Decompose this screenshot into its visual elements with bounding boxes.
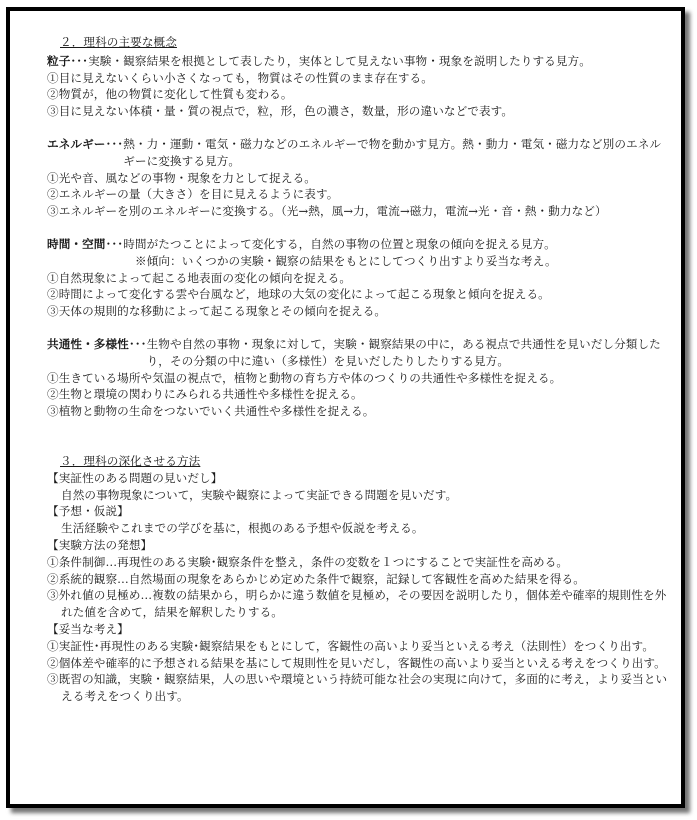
list-item: ②生物と環境の関わりにみられる共通性や多様性を捉える。: [47, 387, 363, 402]
list-item: ③エネルギーを別のエネルギーに変換する。（光→熱，風→力，電流→磁力，電流→光・音・熱・動力など）: [47, 204, 607, 219]
section-heading: ２．理科の主要な概念: [60, 35, 177, 49]
section-heading: ３．理科の深化させる方法: [60, 453, 201, 468]
list-item: ②系統的観察…自然場面の現象をあらかじめ定めた条件で観察，記録して客観性を高めた結果を得る。: [47, 571, 585, 586]
list-item: ①条件制御…再現性のある実験･観察条件を整え，条件の変数を１つにすることで実証性を高める。: [47, 554, 569, 569]
concept-term: エネルギー: [47, 136, 106, 151]
list-item: ③目に見えない体積・量・質の視点で，粒，形，色の濃さ，数量，形の違いなどで表す。: [47, 104, 514, 119]
list-item: ②エネルギーの量（大きさ）を目に見えるように表す。: [47, 187, 339, 202]
subsection-heading: 【予想・仮説】: [47, 504, 129, 519]
list-item: ①光や音、風などの事物・現象を力として捉える。: [47, 170, 316, 185]
leader-dots: ･･･: [70, 53, 89, 68]
concept-time-space: [47, 236, 672, 320]
concept-particle: [47, 53, 672, 120]
list-item: ③天体の規則的な移動によって起こる現象とその傾向を捉える。: [47, 304, 387, 319]
list-item: ③外れ値の見極め…複数の結果から，明らかに違う数値を見極め，その要因を説明したり，個体差や確率的規則性を外れた値を含めて，結果を解釈したりする。: [47, 588, 667, 620]
concept-definition: [47, 336, 672, 370]
section-deepening-methods: [47, 453, 672, 705]
subsection-heading: 【妥当な考え】: [47, 621, 129, 636]
list-item: ①自然現象によって起こる地表面の変化の傾向を捉える。: [47, 270, 352, 285]
concept-energy: [47, 136, 672, 220]
leader-dots: ･･･: [105, 236, 124, 251]
list-item: ①生きている場所や気温の視点で，植物と動物の育ち方や体のつくりの共通性や多様性を捉える。: [47, 370, 562, 385]
concept-description: 生物や自然の事物・現象に対して，実験・観察結果の中に，ある視点で共通性を見いだし分類したり，その分類の中に違い（多様性）を見いだしたりしたりする見方。: [146, 336, 661, 368]
list-item: ①実証性･再現性のある実験･観察結果をもとにして，客観性の高いより妥当といえる考え（法則性）をつくり出す。: [47, 638, 655, 653]
leader-dots: ･･･: [105, 136, 124, 151]
concept-term: 共通性・多様性: [47, 336, 129, 351]
list-item: ②物質が，他の物質に変化して性質も変わる。: [47, 87, 293, 102]
concept-term: 粒子: [47, 53, 71, 68]
subsection-body: 自然の事物現象について，実験や観察によって実証できる問題を見いだす。: [61, 487, 458, 502]
concept-description: 実験・観察結果を根拠として表したり，実体として見えない事物・現象を説明したりする見方。: [88, 53, 591, 68]
leader-dots: ･･･: [128, 336, 147, 351]
list-item: ①目に見えないくらい小さくなっても，物質はその性質のまま存在する。: [47, 70, 433, 85]
concept-definition: [47, 136, 672, 170]
document-content: [47, 34, 672, 705]
list-item: ②時間によって変化する雲や台風など，地球の大気の変化によって起こる現象と傾向を捉える。: [47, 287, 550, 302]
subsection-heading: 【実験方法の発想】: [47, 537, 153, 552]
document-frame: [6, 7, 685, 808]
list-item: ②個体差や確率的に予想される結果を基にして規則性を見いだし，客観性の高いより妥当といえる考えをつくり出す。: [47, 655, 666, 670]
concept-description: 熱・力・運動・電気・磁力などのエネルギーで物を動かす見方。熱・動力・電気・磁力など別のエネルギーに変換する見方。: [123, 136, 662, 168]
concept-definition: [47, 53, 672, 70]
concept-definition: [47, 236, 672, 253]
concept-note: ※傾向：いくつかの実験・観察の結果をもとにしてつくり出すより妥当な考え。: [135, 253, 557, 268]
list-item: ③植物と動物の生命をつないでいく共通性や多様性を捉える。: [47, 404, 375, 419]
concept-commonality-diversity: [47, 336, 672, 420]
subsection-body: 生活経験やこれまでの学びを基に，根拠のある予想や仮説を考える。: [61, 521, 424, 536]
concept-term: 時間・空間: [47, 236, 106, 251]
concept-description: 時間がたつことによって変化する，自然の事物の位置と現象の傾向を捉える見方。: [123, 236, 556, 251]
list-item: ③既習の知識，実験・観察結果，人の思いや環境という持続可能な社会の実現に向けて，多面的に考え，より妥当といえる考えをつくり出す。: [47, 672, 668, 704]
subsection-heading: 【実証性のある問題の見いだし】: [47, 470, 223, 485]
section-main-concepts: [47, 34, 672, 420]
